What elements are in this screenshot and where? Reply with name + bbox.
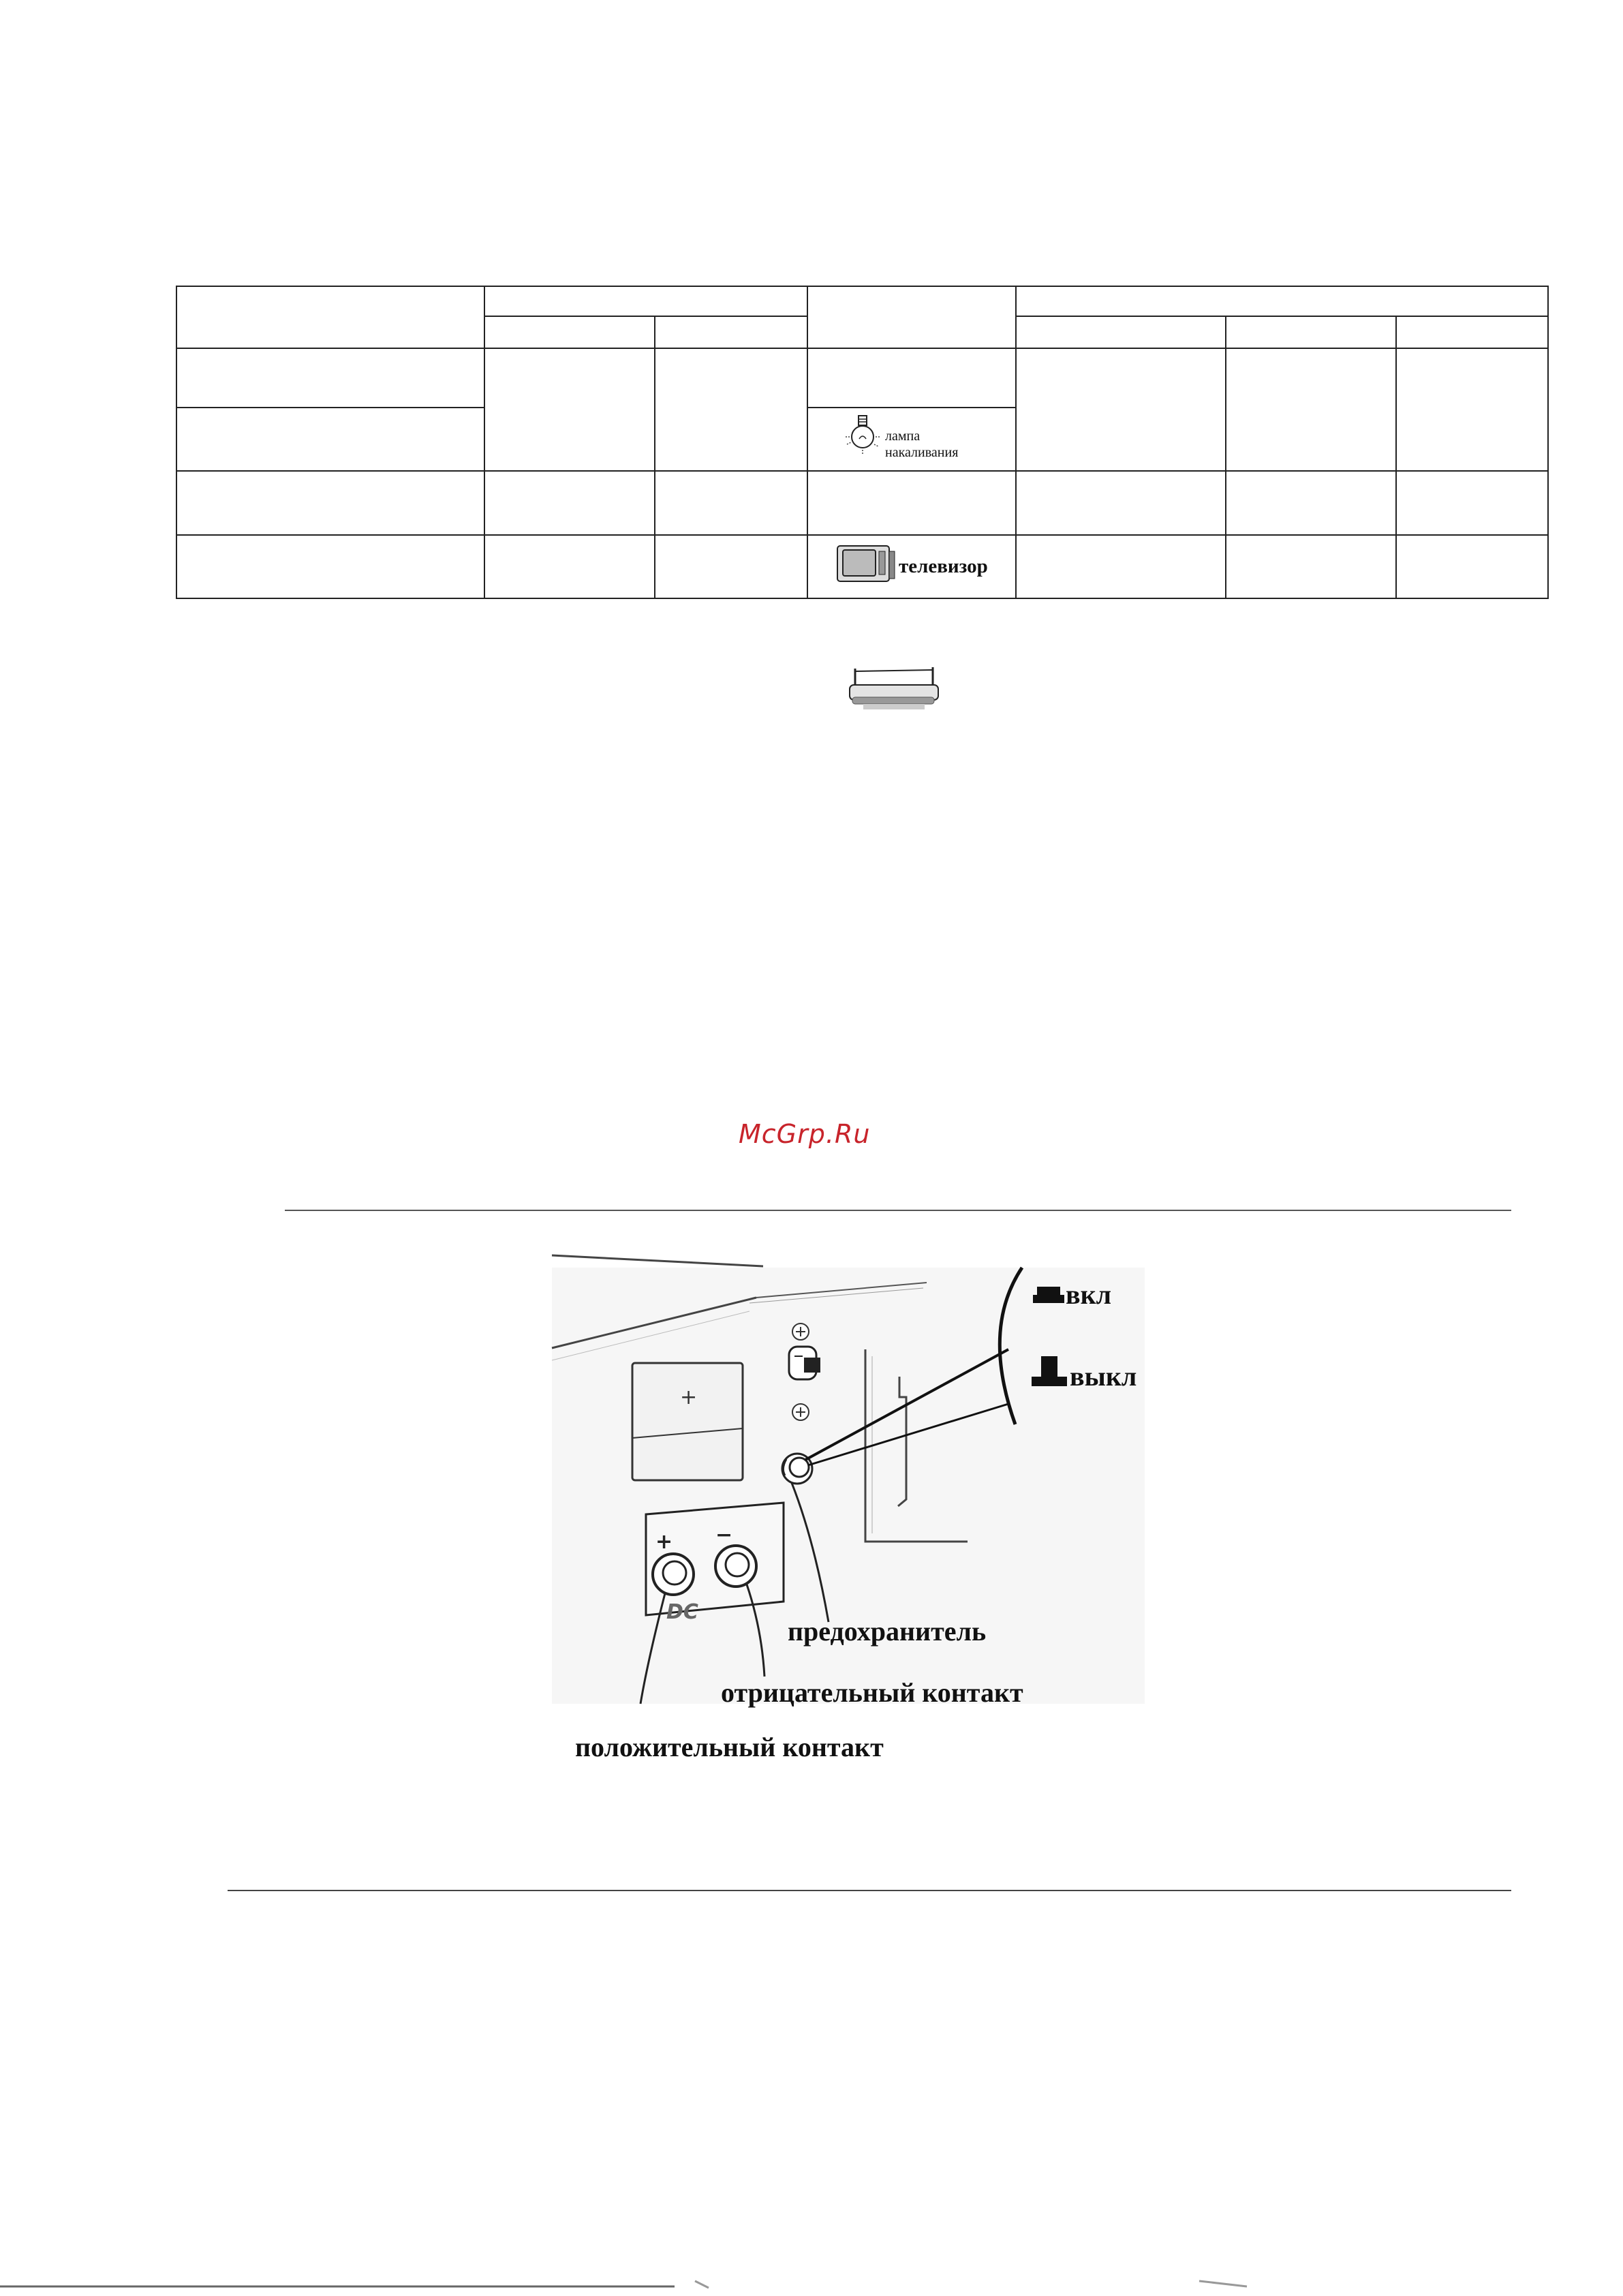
inverter-panel-diagram [545,1240,1172,1792]
table-border-right [1547,286,1549,599]
watermark: McGrp.Ru [739,1119,871,1149]
panel-plus-label: + [655,1530,673,1554]
lamp-label-line1: лампа [885,429,921,444]
section-rule-top [285,1210,1511,1211]
table-col-divider [1225,316,1226,599]
table-border-left [176,286,177,599]
on-label: вкл [1066,1279,1112,1310]
table-col-divider [484,286,485,599]
lamp-label [885,428,958,461]
fuse-label: предохранитель [788,1616,987,1647]
panel-drawing [545,1240,1172,1792]
panel-minus-label: − [715,1523,733,1547]
table-col-divider [654,316,655,599]
table-col-divider [1395,316,1397,599]
table-border-bottom [176,598,1549,599]
positive-contact-label: положительный контакт [575,1732,884,1762]
tv-entry [836,543,1020,584]
table-col-divider [807,286,808,599]
table-row-divider [176,534,1549,536]
table-border-top [176,286,1549,287]
panel-dc-label: DC [666,1600,698,1624]
table-row-divider [176,470,1549,472]
page-bottom-marks [0,2266,1623,2296]
table-row-divider [176,348,1549,349]
table-row-divider [807,407,1015,408]
negative-contact-label: отрицательный контакт [721,1677,1023,1708]
lamp-label-line2: накаливания [885,445,959,460]
display-plus-mark: + [680,1386,698,1409]
television-icon [836,543,897,584]
tv-label: телевизор [899,555,988,577]
heater-icon [843,664,945,719]
table-row-divider [484,316,807,317]
off-label: выкл [1070,1361,1137,1392]
section-rule-bottom [228,1890,1511,1891]
lamp-entry [843,412,1013,466]
table-row-divider [1015,316,1549,317]
table-row-divider [176,407,484,408]
light-bulb-icon [843,412,884,466]
